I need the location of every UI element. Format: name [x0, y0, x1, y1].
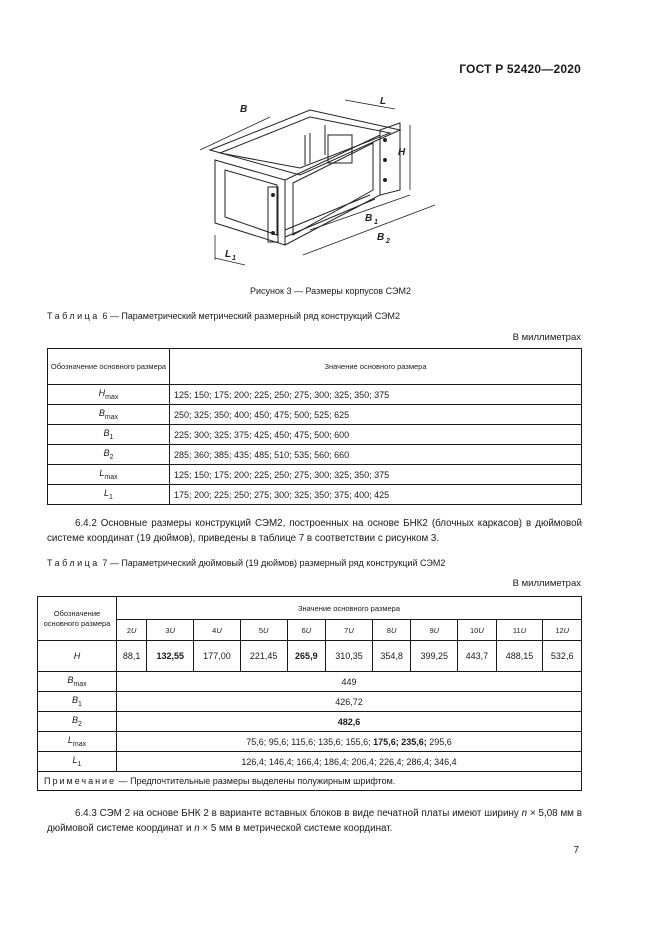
label-L1: L	[225, 249, 232, 260]
b1-value: 426,72	[117, 692, 582, 712]
u-column-header: 7U	[326, 620, 373, 641]
l1-value: 126,4; 146,4; 166,4; 186,4; 206,4; 226,4; 286,4; 346,4	[117, 752, 582, 772]
table6-values: 125; 150; 175; 200; 225; 250; 275; 300; 325; 350; 375	[170, 385, 582, 405]
u-column-header: 2U	[117, 620, 147, 641]
h-value: 265,9	[287, 641, 326, 672]
table7-units: В миллиметрах	[512, 578, 581, 589]
table6-symbol: $B_{max}$	[48, 405, 170, 425]
document-code: ГОСТ Р 52420—2020	[459, 62, 581, 76]
enclosure-figure	[185, 95, 445, 270]
table6-symbol: $B_1$	[48, 425, 170, 445]
h-value: 488,15	[496, 641, 543, 672]
label-L: L	[380, 96, 387, 107]
u-column-header: 6U	[287, 620, 326, 641]
h-value: 221,45	[240, 641, 287, 672]
figure-caption: Рисунок 3 — Размеры корпусов СЭМ2	[250, 286, 411, 296]
label-B1: B	[365, 213, 373, 224]
table-row	[48, 445, 582, 465]
table6-values: 125; 150; 175; 200; 225; 250; 275; 300; 325; 350; 375	[170, 465, 582, 485]
table7	[37, 596, 582, 791]
h-value: 443,7	[458, 641, 497, 672]
paragraph-6-4-2: 6.4.2 Основные размеры конструкций СЭМ2, построенных на основе БНК2 (блочных каркасов) в дюймовой системе координат (19 дюймов), приведены в таблице 7 в соответствии с рисунком 3.	[47, 518, 582, 544]
dim-line-B1	[310, 195, 410, 230]
table-row	[48, 465, 582, 485]
note-word: Примечание	[44, 776, 117, 786]
h-value: 88,1	[117, 641, 147, 672]
table6-header-left: Обозначение основного размера	[48, 349, 170, 385]
u-column-header: 3U	[147, 620, 194, 641]
note-text: — Предпочтительные размеры выделены полужирным шрифтом.	[118, 776, 396, 786]
u-column-header: 5U	[240, 620, 287, 641]
label-B: B	[240, 104, 248, 115]
table6-title-word: Таблица	[47, 311, 100, 321]
enclosure-drawing	[185, 95, 445, 270]
table6-values: 225; 300; 325; 375; 425; 450; 475; 500; 600	[170, 425, 582, 445]
table6-values: 175; 200; 225; 250; 275; 300; 325; 350; 375; 400; 425	[170, 485, 582, 505]
table-row	[48, 425, 582, 445]
b2-value: 482,6	[117, 712, 582, 732]
bmax-value: 449	[117, 672, 582, 692]
table-row	[38, 692, 582, 712]
h-value: 132,55	[147, 641, 194, 672]
table7-note	[38, 772, 582, 791]
side-panel	[380, 123, 400, 195]
table7-symbol: $L_{max}$	[38, 732, 117, 752]
table-row	[48, 485, 582, 505]
lmax-value: 75,6; 95,6; 115,6; 135,6; 155,6; 175,6; 235,6; 295,6	[117, 732, 582, 752]
table7-title	[47, 558, 445, 568]
u-column-header: 11U	[496, 620, 543, 641]
table7-title-rest: 7 — Параметрический дюймовый (19 дюймов) размерный ряд конструкций СЭМ2	[102, 558, 446, 568]
h-value: 354,8	[372, 641, 411, 672]
u-column-header: 4U	[194, 620, 241, 641]
table6-symbol: $L_{max}$	[48, 465, 170, 485]
table7-symbol: $B_{max}$	[38, 672, 117, 692]
table7-header-span: Значение основного размера	[117, 597, 582, 620]
table6-values: 250; 325; 350; 400; 450; 475; 500; 525; 625	[170, 405, 582, 425]
label-B2: B	[377, 232, 385, 243]
label-B2-sub: 2	[386, 238, 390, 245]
table6-title-rest: 6 — Параметрический метрический размерный ряд конструкций СЭМ2	[102, 311, 401, 321]
table7-header-left: Обозначение основного размера	[38, 597, 117, 641]
table-row	[38, 732, 582, 752]
table6-units: В миллиметрах	[512, 332, 581, 343]
h-value: 177,00	[194, 641, 241, 672]
table6-symbol: $B_2$	[48, 445, 170, 465]
u-column-header: 8U	[372, 620, 411, 641]
table-row	[38, 641, 582, 672]
h-value: 532,6	[543, 641, 582, 672]
table7-symbol-h: H	[38, 641, 117, 672]
table6-symbol: $L_1$	[48, 485, 170, 505]
u-column-header: 10U	[458, 620, 497, 641]
table7-symbol: $L_1$	[38, 752, 117, 772]
u-column-header: 9U	[411, 620, 458, 641]
label-B1-sub: 1	[374, 219, 378, 226]
label-L1-sub: 1	[232, 255, 236, 262]
table6-title	[47, 311, 400, 321]
table7-symbol: $B_2$	[38, 712, 117, 732]
h-value: 399,25	[411, 641, 458, 672]
table6-values: 285; 360; 385; 435; 485; 510; 535; 560; 660	[170, 445, 582, 465]
label-H: H	[398, 147, 406, 158]
table6-symbol: $H_{max}$	[48, 385, 170, 405]
table-row	[38, 752, 582, 772]
table-row	[38, 672, 582, 692]
table7-symbol: $B_1$	[38, 692, 117, 712]
paragraph-6-4-3: 6.4.3 СЭМ 2 на основе БНК 2 в варианте вставных блоков в виде печатной платы имеют ширину n × 5,08 мм в дюймовой системе координат и n × 5 мм в метрической системе координат.	[47, 808, 582, 834]
h-value: 310,35	[326, 641, 373, 672]
table6	[47, 348, 582, 505]
table-row	[48, 385, 582, 405]
table6-header-right: Значение основного размера	[170, 349, 582, 385]
table7-title-word: Таблица	[47, 558, 100, 568]
page-number: 7	[573, 845, 579, 856]
dim-line-B	[200, 117, 270, 150]
table-row	[38, 712, 582, 732]
u-column-header: 12U	[543, 620, 582, 641]
dim-line-L	[345, 100, 395, 109]
table-row	[48, 405, 582, 425]
